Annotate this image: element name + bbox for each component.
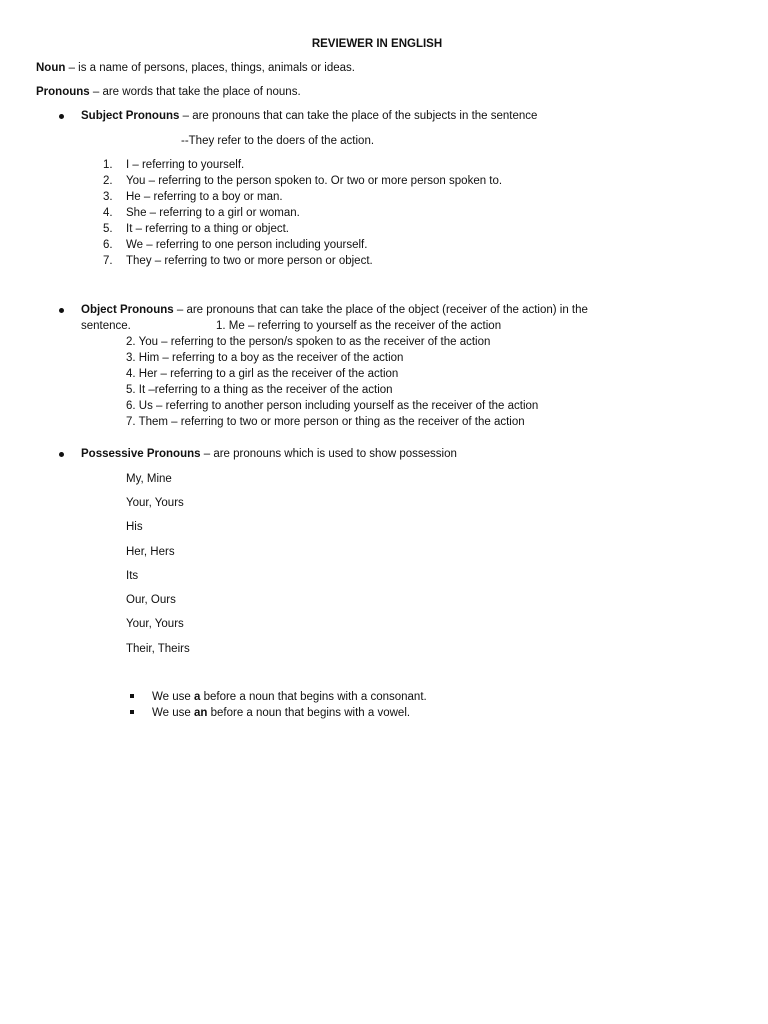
subject-bullet (59, 114, 64, 119)
possessive-item: Our, Ours (126, 594, 176, 606)
article-bullet (130, 710, 134, 714)
possessive-bullet (59, 452, 64, 457)
article-rule-post: before a noun that begins with a consonant. (200, 691, 427, 703)
noun-definition (36, 61, 355, 75)
possessive-pronouns-definition (81, 447, 457, 461)
subject-item: They – referring to two or more person or object. (126, 255, 373, 267)
article-bullet (130, 694, 134, 698)
article-rule (152, 706, 410, 720)
subject-item-num: 3. (103, 191, 113, 203)
noun-term: Noun (36, 62, 66, 74)
article-word: an (193, 707, 208, 719)
article-word: a (193, 691, 201, 703)
subject-item: I – referring to yourself. (126, 159, 245, 171)
subject-term: Subject Pronouns (81, 110, 180, 122)
object-term: Object Pronouns (81, 304, 174, 316)
article-rule-post: before a noun that begins with a vowel. (207, 707, 411, 719)
possessive-text: – are pronouns which is used to show possession (200, 448, 457, 460)
object-item: 4. Her – referring to a girl as the receiver of the action (126, 368, 399, 380)
possessive-item: His (126, 521, 143, 533)
subject-item: You – referring to the person spoken to. Or two or more person spoken to. (126, 175, 503, 187)
object-item: 7. Them – referring to two or more person or thing as the receiver of the action (126, 416, 525, 428)
object-definition-cont: sentence. (81, 320, 131, 332)
article-rule-pre: We use (152, 707, 194, 719)
object-pronouns-definition (81, 303, 588, 317)
article-rule-pre: We use (152, 691, 194, 703)
subject-item-num: 5. (103, 223, 113, 235)
subject-pronouns-definition (81, 109, 537, 123)
possessive-term: Possessive Pronouns (81, 448, 201, 460)
subject-item-num: 1. (103, 159, 113, 171)
subject-text: – are pronouns that can take the place of the subjects in the sentence (179, 110, 538, 122)
subject-item: We – referring to one person including yourself. (126, 239, 368, 251)
possessive-item: My, Mine (126, 473, 172, 485)
object-item: 1. Me – referring to yourself as the receiver of the action (216, 320, 502, 332)
subject-note: --They refer to the doers of the action. (181, 135, 375, 147)
object-item: 3. Him – referring to a boy as the receiver of the action (126, 352, 404, 364)
subject-item: It – referring to a thing or object. (126, 223, 290, 235)
possessive-item: Their, Theirs (126, 643, 190, 655)
noun-text: – is a name of persons, places, things, animals or ideas. (65, 62, 355, 74)
subject-item: She – referring to a girl or woman. (126, 207, 300, 219)
article-rule (152, 690, 427, 704)
subject-item-num: 7. (103, 255, 113, 267)
possessive-item: Your, Yours (126, 618, 184, 630)
possessive-item: Its (126, 570, 139, 582)
possessive-item: Your, Yours (126, 497, 184, 509)
subject-item: He – referring to a boy or man. (126, 191, 283, 203)
subject-item-num: 2. (103, 175, 113, 187)
object-text: – are pronouns that can take the place of the object (receiver of the action) in the (173, 304, 588, 316)
object-item: 2. You – referring to the person/s spoken to as the receiver of the action (126, 336, 491, 348)
subject-item-num: 4. (103, 207, 113, 219)
object-item: 6. Us – referring to another person including yourself as the receiver of the action (126, 400, 539, 412)
pronouns-text: – are words that take the place of nouns. (89, 86, 301, 98)
possessive-item: Her, Hers (126, 546, 175, 558)
subject-item-num: 6. (103, 239, 113, 251)
object-item: 5. It –referring to a thing as the receiver of the action (126, 384, 393, 396)
object-bullet (59, 308, 64, 313)
pronouns-term: Pronouns (36, 86, 90, 98)
pronouns-definition (36, 85, 301, 99)
document-title: REVIEWER IN ENGLISH (311, 38, 443, 50)
